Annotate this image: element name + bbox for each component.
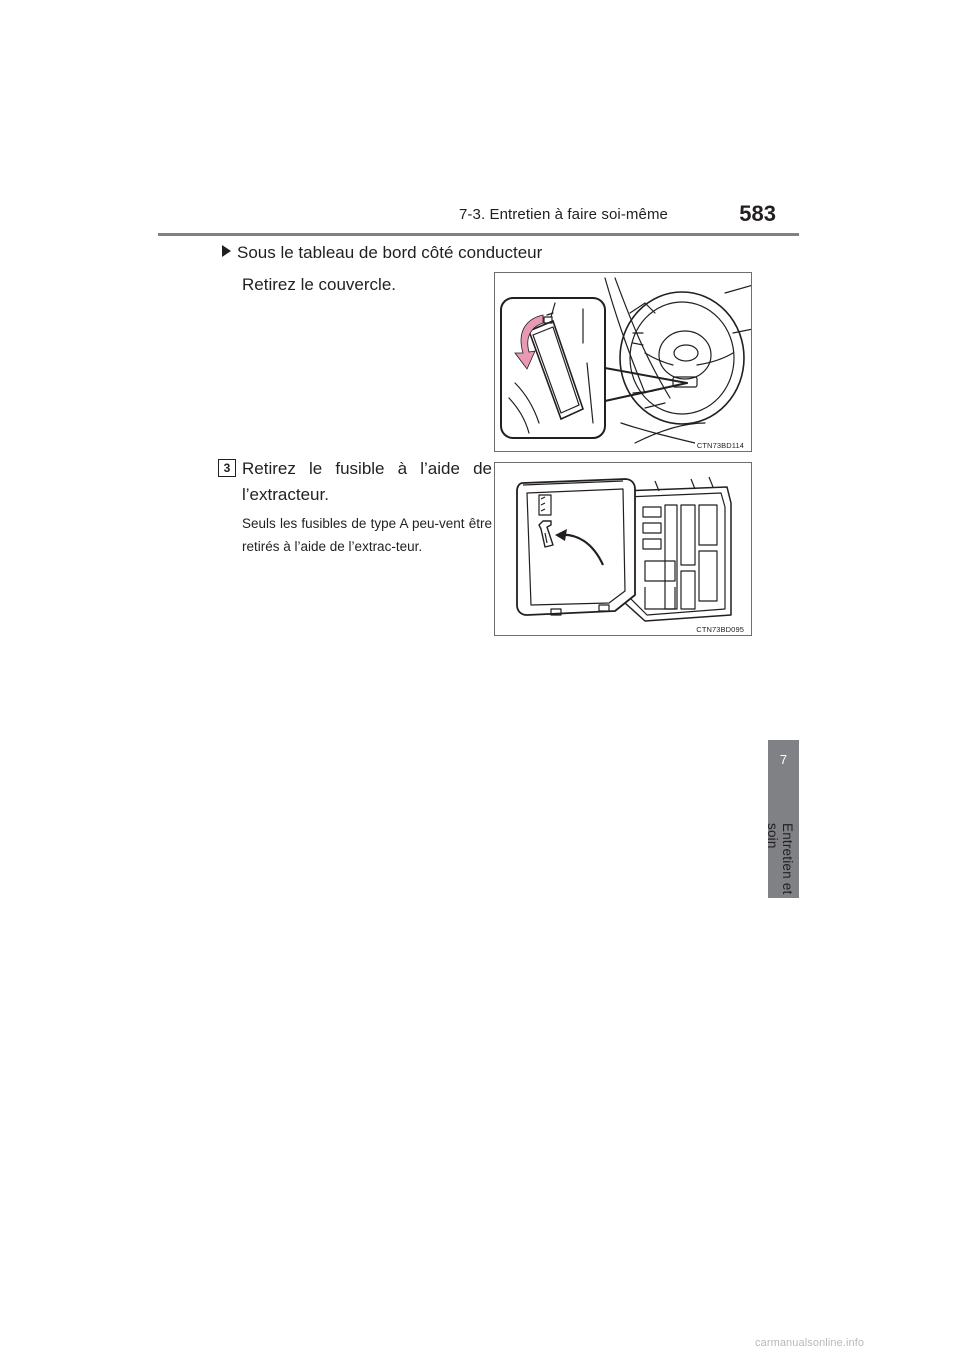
figure-code: CTN73BD114: [696, 441, 744, 450]
chapter-side-label: Entretien et soin: [765, 823, 795, 895]
figure-cover-removal: [494, 272, 752, 452]
step-3-text: Retirez le fusible à l’aide de l’extracteur.: [242, 459, 492, 504]
chapter-number: 7: [779, 752, 788, 767]
illustration-fuse-box: [495, 463, 752, 636]
figure-code: CTN73BD095: [696, 625, 744, 634]
bullet-heading-text: Sous le tableau de bord côté conducteur: [237, 243, 543, 262]
running-header-section: 7-3. Entretien à faire soi-même: [458, 206, 668, 223]
step-3-note: Seuls les fusibles de type A peu-vent être retirés à l’aide de l’extrac-teur.: [242, 516, 492, 554]
step-2-text: Retirez le couvercle.: [242, 275, 397, 294]
bullet-heading: [222, 243, 542, 263]
page-number: 583: [739, 201, 776, 226]
footer-watermark: carmanualsonline.info: [755, 1337, 865, 1349]
step-3-badge: 3: [218, 459, 236, 477]
bullet-triangle-icon: [222, 245, 231, 257]
figure-fuse-extractor: [494, 462, 752, 636]
header-rule: [158, 233, 799, 236]
illustration-dashboard: [495, 273, 752, 452]
